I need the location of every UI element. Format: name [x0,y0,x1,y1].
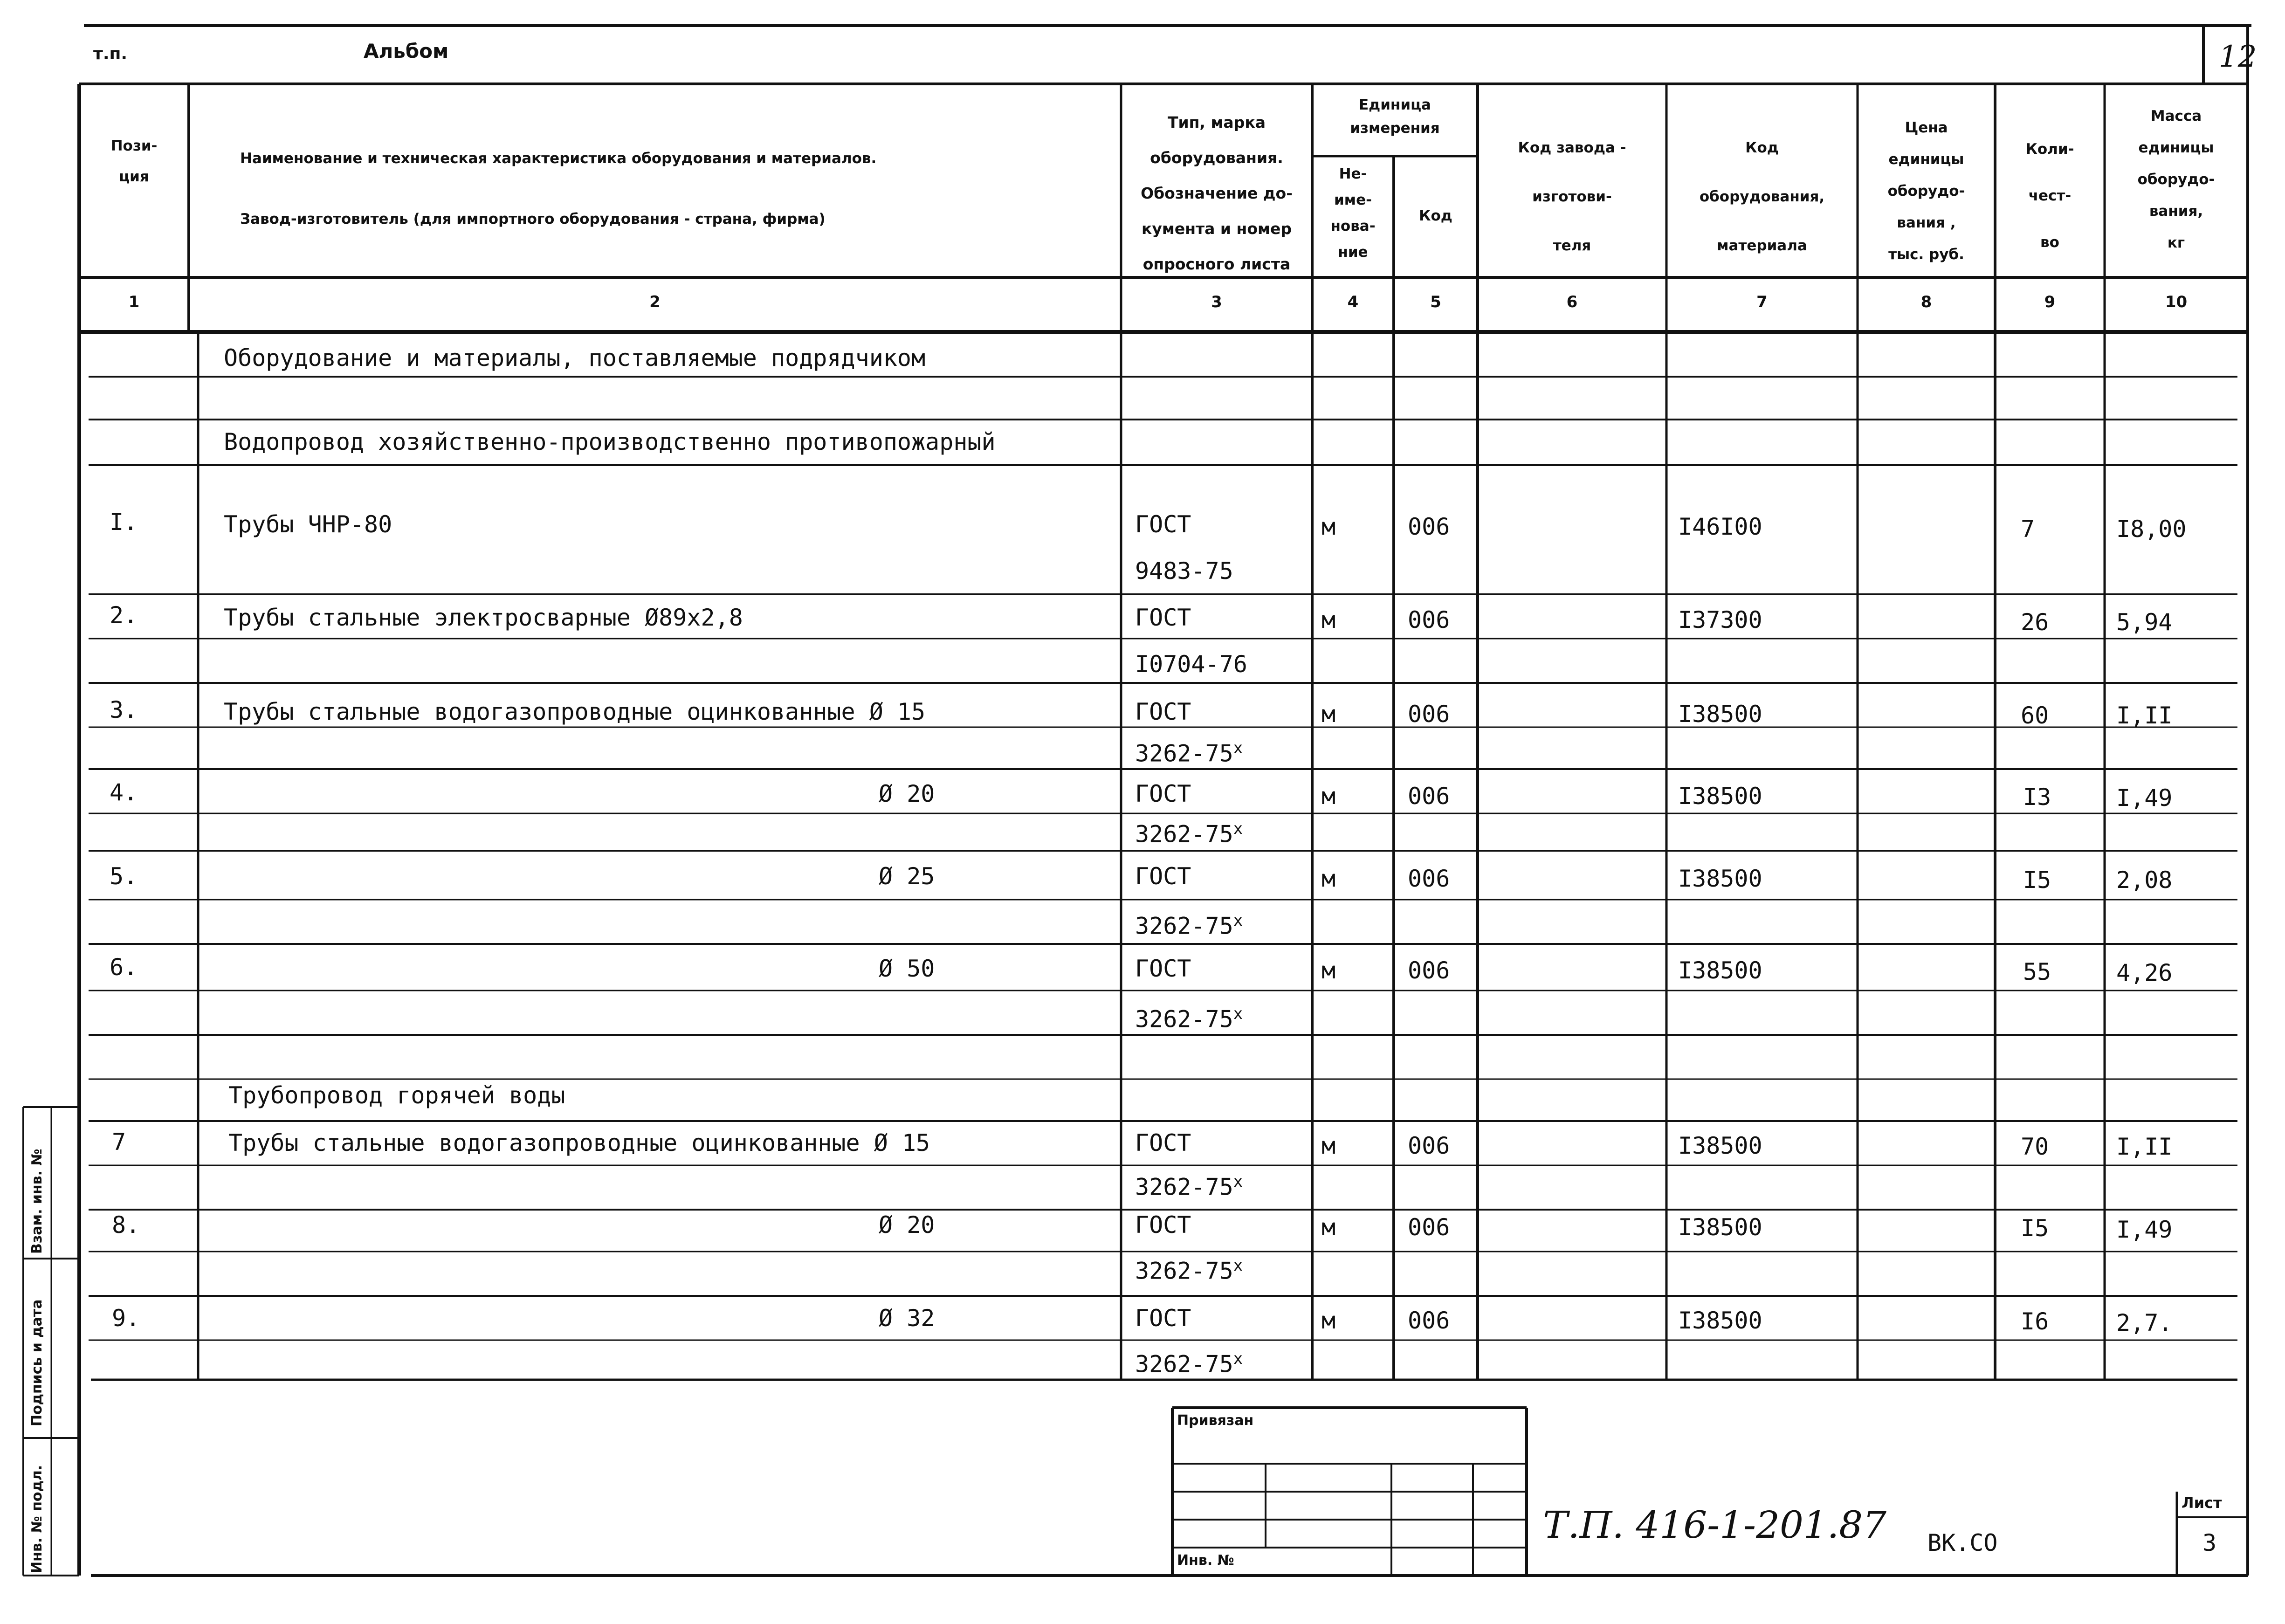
cell-type-doc: 3262-75$^x$ [1135,739,1243,767]
cell-type: ГОСТ [1135,1129,1191,1156]
stamp-privyazan: Привязан [1177,1412,1254,1429]
corner-number: 12 [2219,40,2257,74]
cell-position: I. [110,509,138,536]
sheet-label: Лист [2182,1494,2222,1512]
cell-mass: 5,94 [2116,609,2173,636]
cell-mass: 4,26 [2116,959,2173,986]
cell-quantity: I3 [2023,784,2051,811]
cell-unit: м [1321,606,1336,633]
cell-name: Ø 20 [879,1211,935,1239]
cell-mass: I,49 [2116,1216,2173,1243]
cell-name: Трубы ЧНР-80 [224,511,392,538]
cell-mass: I8,00 [2116,516,2187,543]
cell-type: ГОСТ [1135,604,1191,631]
colnum-7: 7 [1756,293,1768,311]
cell-material-code: I37300 [1678,606,1762,633]
cell-unit: м [1321,783,1336,810]
cell-name: Трубы стальные водогазопроводные оцинкованные Ø 15 [224,698,926,725]
header-position: Пози- ция [110,138,158,185]
colnum-6: 6 [1566,293,1578,311]
cell-type: ГОСТ [1135,511,1191,538]
colnum-2: 2 [649,293,661,311]
stamp-inv: Инв. № [1177,1552,1234,1569]
section-title: Оборудование и материалы, поставляемые подрядчиком [224,344,926,372]
cell-code: 006 [1408,865,1450,892]
cell-material-code: I38500 [1678,783,1762,810]
cell-material-code: I38500 [1678,957,1762,984]
side-label-vzam: Взам. инв. № [29,1149,45,1254]
header-unit-name: Не- име- нова- ние [1330,165,1376,261]
cell-unit: м [1321,1132,1336,1159]
cell-quantity: I5 [2023,867,2051,894]
cell-name: Трубы стальные водогазопроводные оцинкованные Ø 15 [228,1129,930,1156]
document-code: ВК.СО [1927,1529,1998,1556]
cell-type: ГОСТ [1135,1305,1191,1332]
cell-position: 9. [112,1305,140,1332]
cell-mass: 2,7. [2116,1309,2173,1336]
header-name: Наименование и техническая характеристика оборудования и материалов. Завод-изготовитель (для импортного оборудования - страна, фирма) [240,150,877,227]
cell-material-code: I38500 [1678,701,1762,728]
cell-position: 3. [110,696,138,723]
cell-name: Ø 25 [879,863,935,890]
cell-position: 8. [112,1211,140,1239]
cell-unit: м [1321,957,1336,984]
cell-unit: м [1321,1214,1336,1241]
colnum-8: 8 [1920,293,1932,311]
cell-unit: м [1321,865,1336,892]
side-label-inv-podl: Инв. № подл. [29,1465,45,1573]
sheet-number: 3 [2202,1529,2217,1556]
cell-type-doc: 3262-75$^x$ [1135,1005,1243,1033]
cell-material-code: I38500 [1678,1307,1762,1334]
header-material-code: Код оборудования, материала [1699,139,1825,254]
cell-name: Трубы стальные электросварные Ø89х2,8 [224,604,743,631]
colnum-5: 5 [1430,293,1441,311]
cell-position: 7 [112,1129,126,1156]
cell-unit: м [1321,513,1336,540]
cell-type: ГОСТ [1135,955,1191,982]
cell-material-code: I38500 [1678,1132,1762,1159]
cell-position: 5. [110,863,138,890]
cell-type: ГОСТ [1135,780,1191,807]
section-title: Трубопровод горячей воды [228,1082,565,1109]
cell-code: 006 [1408,783,1450,810]
cell-unit: м [1321,701,1336,728]
cell-code: 006 [1408,701,1450,728]
header-maker-code: Код завода - изготови- теля [1518,139,1626,254]
album-label: Альбом [364,40,449,62]
cell-type-doc: 3262-75$^x$ [1135,819,1243,848]
cell-name: Ø 32 [879,1305,935,1332]
cell-code: 006 [1408,1307,1450,1334]
header-unit-code: Код [1419,207,1452,224]
cell-type-doc: 9483-75 [1135,557,1233,585]
section-title: Водопровод хозяйственно-производственно противопожарный [224,428,996,455]
cell-code: 006 [1408,513,1450,540]
header-quantity: Коли- чест- во [2025,141,2074,251]
cell-code: 006 [1408,606,1450,633]
cell-quantity: 70 [2021,1133,2049,1160]
cell-mass: I,II [2116,1133,2173,1160]
cell-type: ГОСТ [1135,698,1191,725]
cell-quantity: I5 [2021,1215,2049,1242]
cell-material-code: I46I00 [1678,513,1762,540]
cell-code: 006 [1408,1132,1450,1159]
cell-type-doc: I0704-76 [1135,651,1247,678]
cell-quantity: I6 [2021,1308,2049,1335]
cell-quantity: 60 [2021,702,2049,729]
cell-mass: I,II [2116,702,2173,729]
colnum-4: 4 [1347,293,1359,311]
cell-code: 006 [1408,1214,1450,1241]
cell-name: Ø 50 [879,955,935,982]
cell-material-code: I38500 [1678,1214,1762,1241]
cell-material-code: I38500 [1678,865,1762,892]
tp-label: т.п. [93,44,128,63]
colnum-9: 9 [2044,293,2056,311]
cell-type-doc: 3262-75$^x$ [1135,1172,1243,1201]
colnum-3: 3 [1211,293,1222,311]
colnum-1: 1 [128,293,140,311]
cell-unit: м [1321,1307,1336,1334]
header-unit: Единица измерения [1350,96,1440,137]
cell-code: 006 [1408,957,1450,984]
cell-position: 4. [110,779,138,806]
cell-type-doc: 3262-75$^x$ [1135,1349,1243,1378]
cell-quantity: 7 [2021,516,2035,543]
header-mass: Масса единицы оборудо- вания, кг [2137,108,2215,251]
cell-type-doc: 3262-75$^x$ [1135,911,1243,940]
cell-quantity: 26 [2021,609,2049,636]
cell-position: 2. [110,602,138,629]
header-type: Тип, марка оборудования. Обозначение до- кумента и номер опросного листа [1141,113,1293,273]
cell-mass: 2,08 [2116,867,2173,894]
side-label-podpis: Подпись и дата [29,1299,45,1426]
cell-mass: I,49 [2116,784,2173,812]
colnum-10: 10 [2165,293,2188,311]
cell-type-doc: 3262-75$^x$ [1135,1256,1243,1285]
cell-name: Ø 20 [879,780,935,807]
cell-type: ГОСТ [1135,863,1191,890]
cell-type: ГОСТ [1135,1211,1191,1239]
document-number: Т.П. 416-1-201.87 [1543,1503,1886,1547]
header-price: Цена единицы оборудо- вания , тыс. руб. [1887,119,1965,263]
cell-quantity: 55 [2023,958,2051,985]
cell-position: 6. [110,954,138,981]
